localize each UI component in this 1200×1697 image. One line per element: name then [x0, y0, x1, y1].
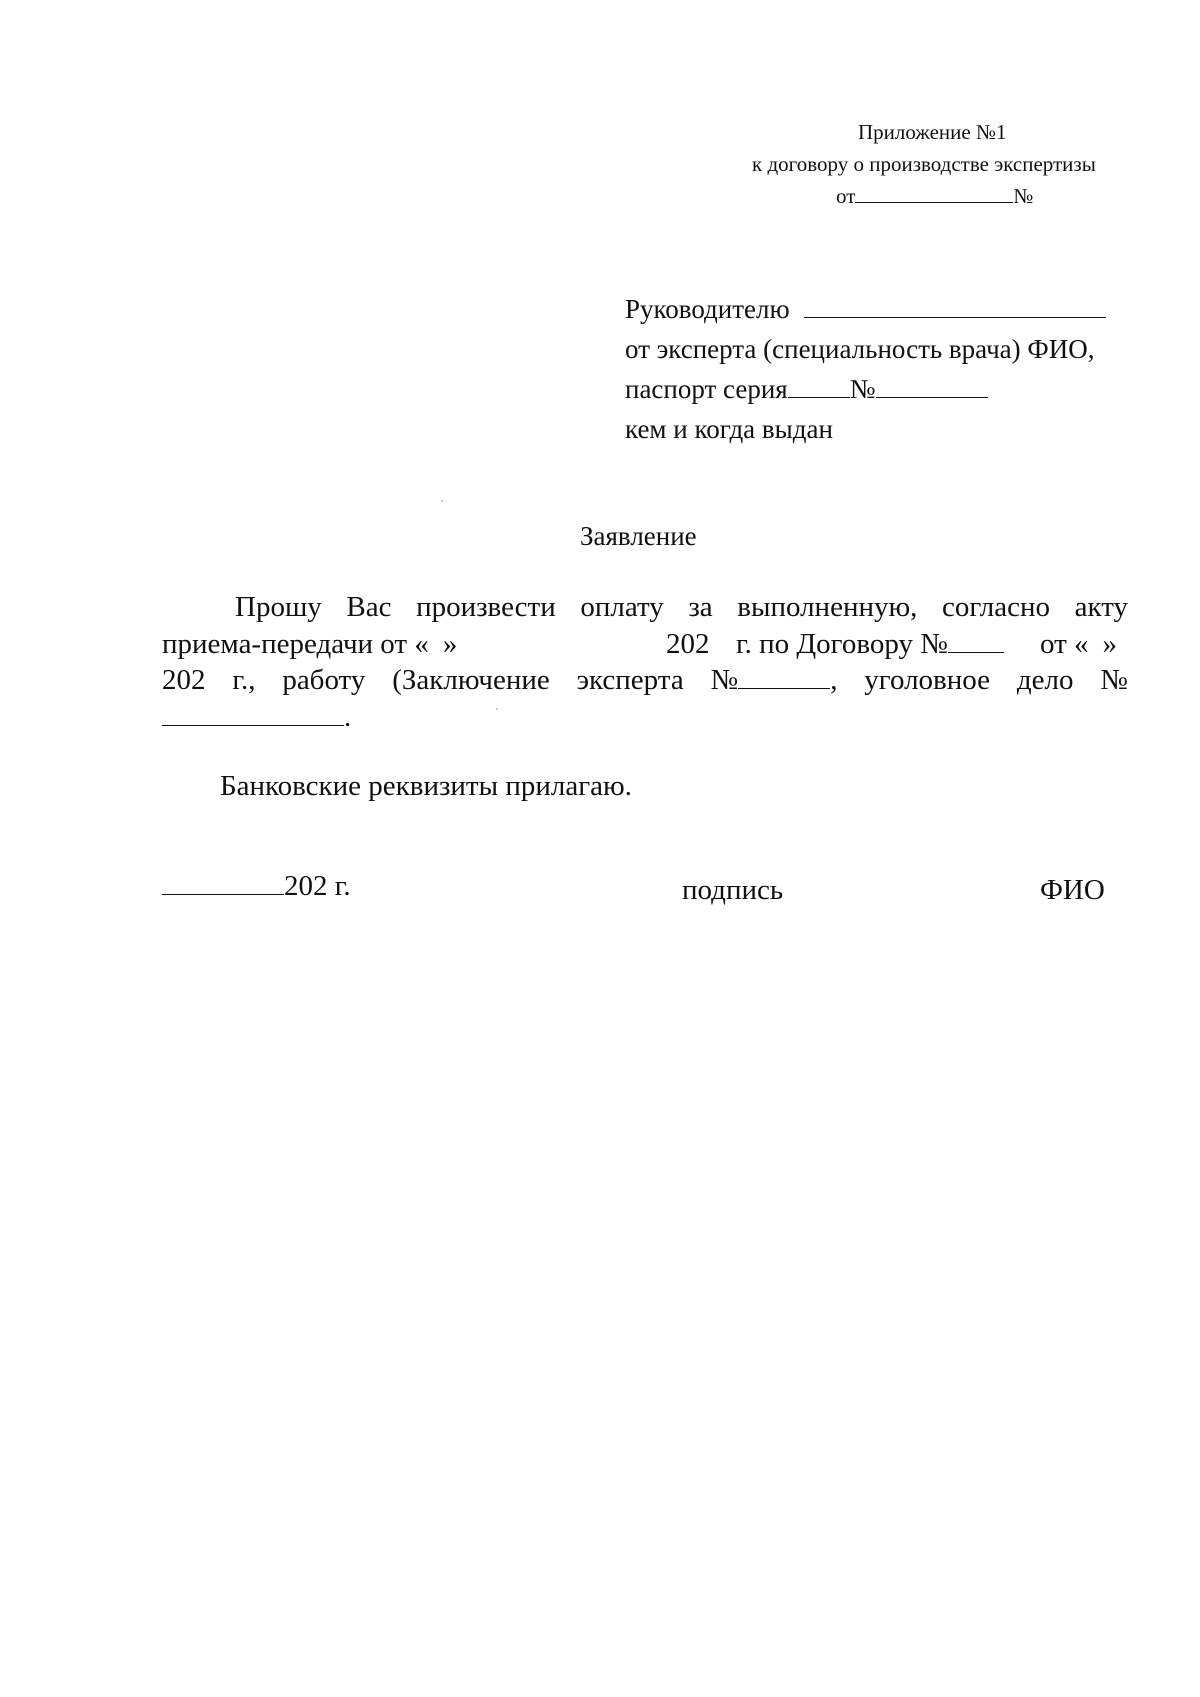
issued-by-line: кем и когда выдан: [625, 414, 833, 444]
line1-word-1: Вас: [346, 591, 392, 623]
line3-word-0: г.,: [232, 664, 256, 696]
head-name-blank: [804, 316, 1106, 318]
line3-word-1: работу: [282, 664, 366, 696]
from-expert-line: от эксперта (специальность врача) ФИО,: [625, 334, 1095, 364]
line1-word-5: выполненную,: [737, 591, 918, 623]
footer-name: ФИО: [1040, 874, 1105, 906]
conclusion-number-blank: [738, 687, 830, 689]
criminal-case-number-blank: [162, 724, 344, 726]
line1-word-0: Прошу: [235, 591, 322, 623]
line1-word-6: согласно: [942, 591, 1051, 623]
act-year: 202: [666, 628, 710, 660]
to-head-label: Руководителю: [625, 294, 790, 324]
passport-line: [625, 376, 988, 403]
scan-speck: [441, 500, 443, 502]
appendix-title: Приложение №1: [858, 120, 1007, 144]
footer-date: [162, 872, 351, 901]
scan-speck: [496, 708, 498, 710]
contract-label: г. по Договору №: [736, 630, 1004, 659]
work-year: 202: [162, 664, 206, 696]
contract-from-label: от « »: [1040, 628, 1118, 660]
line1-word-7: акту: [1074, 591, 1128, 623]
contract-reference: к договору о производстве экспертизы: [752, 152, 1096, 176]
document-title: Заявление: [580, 521, 697, 551]
passport-number-blank: [876, 396, 988, 398]
line1-word-4: за: [688, 591, 713, 623]
footer-signature: подпись: [682, 874, 784, 906]
footer-year: 202 г.: [284, 870, 351, 902]
line3-case-word-3: №: [1100, 664, 1128, 696]
expert-conclusion-number: № ,: [710, 664, 838, 696]
body-line-1: [235, 593, 1128, 622]
line1-word-3: оплату: [580, 591, 664, 623]
contract-date-line: [836, 186, 1033, 207]
from-prefix: от: [836, 184, 856, 208]
line1-word-2: произвести: [416, 591, 556, 623]
footer-date-blank: [162, 893, 284, 895]
line3-case-word-2: дело: [1016, 664, 1074, 696]
bank-details-line: Банковские реквизиты прилагаю.: [220, 770, 632, 802]
body-line-2: [162, 630, 1128, 659]
line3-word-3: эксперта: [576, 664, 684, 696]
passport-number-sign: №: [849, 374, 876, 404]
acceptance-act-label: приема-передачи от «: [162, 628, 429, 660]
sentence-end: .: [344, 701, 352, 733]
number-sign: №: [1013, 184, 1034, 208]
line3-case-word-1: уголовное: [864, 664, 990, 696]
date-blank: [855, 201, 1013, 203]
addressee-head-line: [625, 296, 1106, 323]
passport-series-blank: [788, 396, 850, 398]
quote-close: »: [442, 628, 458, 660]
passport-series-label: паспорт серия: [625, 374, 788, 404]
body-line-3: [162, 666, 1128, 695]
line3-word-2: (Заключение: [392, 664, 550, 696]
contract-number-blank: [948, 651, 1004, 653]
body-line-4: [162, 703, 351, 732]
